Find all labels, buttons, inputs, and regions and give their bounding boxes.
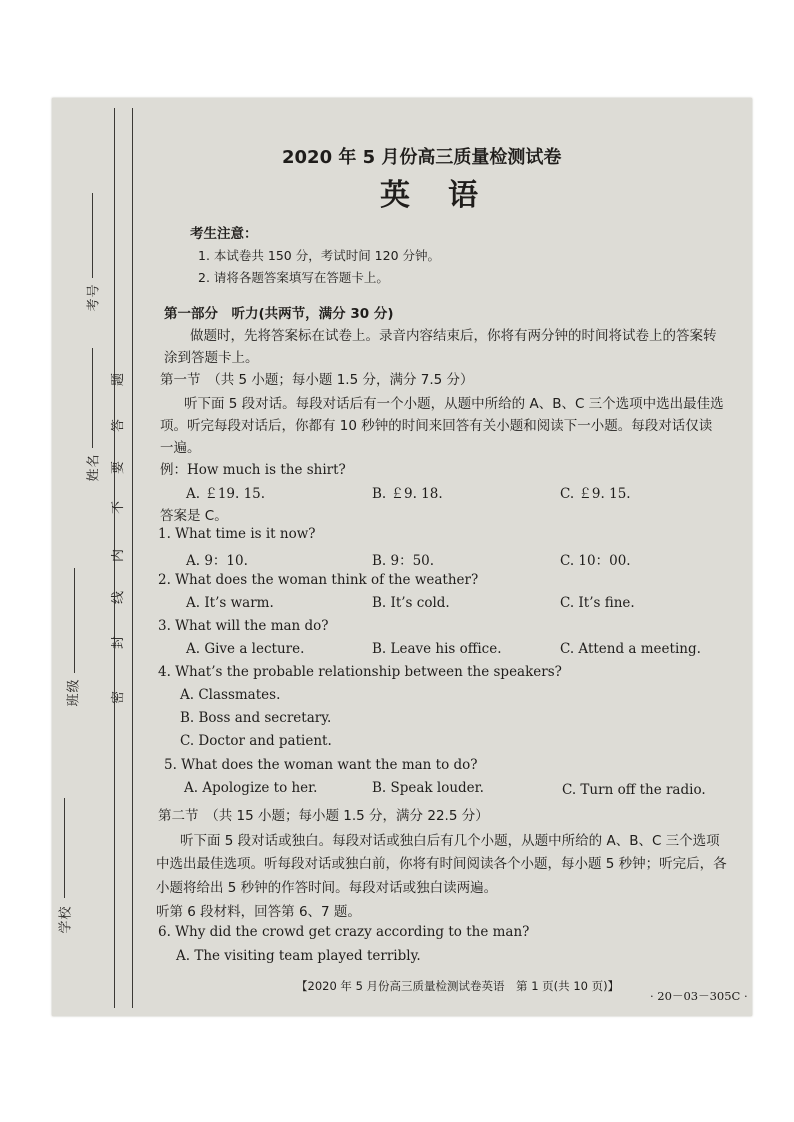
notice-heading: 考生注意： xyxy=(190,226,258,242)
notice-item: 1. 本试卷共 150 分，考试时间 120 分钟。 xyxy=(198,248,441,263)
question-5: 5. What does the woman want the man to do? xyxy=(164,757,478,773)
subject-title: 英语 xyxy=(380,178,516,213)
section1-instruction: 项。听完每段对话后，你都有 10 秒钟的时间来回答有关小题和阅读下一小题。每段对话仅读 xyxy=(160,418,713,434)
class-line xyxy=(74,568,75,673)
question-4: 4. What’s the probable relationship between the speakers? xyxy=(158,664,562,680)
q3-option-a: A. Give a lecture. xyxy=(186,641,305,657)
q2-option-b: B. It’s cold. xyxy=(372,595,450,611)
page-footer: 【2020 年 5 月份高三质量检测试卷英语 第 1 页(共 10 页)】 xyxy=(296,979,620,993)
material-note: 听第 6 段材料，回答第 6、7 题。 xyxy=(156,904,361,920)
q5-option-b: B. Speak louder. xyxy=(372,780,484,796)
q1-option-c: C. 10：00. xyxy=(560,553,631,569)
seal-char: 题 xyxy=(111,372,127,387)
q4-option-b: B. Boss and secretary. xyxy=(180,710,332,726)
q4-option-c: C. Doctor and patient. xyxy=(180,733,332,749)
school-label: 学校 xyxy=(58,905,74,934)
question-2: 2. What does the woman think of the weather? xyxy=(158,572,479,588)
q2-option-a: A. It’s warm. xyxy=(186,595,274,611)
q1-option-a: A. 9：10. xyxy=(186,553,248,569)
seal-char: 要 xyxy=(111,460,127,475)
seal-char: 内 xyxy=(111,548,127,563)
q3-option-c: C. Attend a meeting. xyxy=(560,641,701,657)
seal-char: 线 xyxy=(111,590,127,605)
example-option-a: A. ￡19. 15. xyxy=(186,486,266,502)
inner-binding-line xyxy=(132,108,133,1008)
example-option-c: C. ￡9. 15. xyxy=(560,486,631,502)
q5-option-a: A. Apologize to her. xyxy=(184,780,318,796)
paper-code: · 20－03－305C · xyxy=(650,989,748,1003)
name-line xyxy=(92,348,93,448)
q5-option-c: C. Turn off the radio. xyxy=(562,782,706,798)
question-3: 3. What will the man do? xyxy=(158,618,329,634)
example-question: 例：How much is the shirt? xyxy=(160,462,346,478)
example-answer: 答案是 C。 xyxy=(160,508,228,524)
seal-char: 答 xyxy=(111,418,127,433)
q3-option-b: B. Leave his office. xyxy=(372,641,502,657)
notice-item: 2. 请将各题答案填写在答题卡上。 xyxy=(198,270,389,285)
part1-intro: 涂到答题卡上。 xyxy=(164,350,259,366)
section2-heading: 第二节 （共 15 小题；每小题 1.5 分，满分 22.5 分） xyxy=(158,808,489,824)
part1-intro: 做题时，先将答案标在试卷上。录音内容结束后，你将有两分钟的时间将试卷上的答案转 xyxy=(190,328,717,344)
q6-option-a: A. The visiting team played terribly. xyxy=(176,948,421,964)
seal-char: 封 xyxy=(111,635,127,650)
name-label: 姓名 xyxy=(86,453,102,482)
exam-no-label: 考号 xyxy=(86,283,102,312)
example-option-b: B. ￡9. 18. xyxy=(372,486,443,502)
seal-char: 密 xyxy=(111,690,127,705)
q1-option-b: B. 9：50. xyxy=(372,553,435,569)
q4-option-a: A. Classmates. xyxy=(180,687,281,703)
class-label: 班级 xyxy=(66,678,82,707)
exam-no-line xyxy=(92,193,93,278)
section1-instruction: 听下面 5 段对话。每段对话后有一个小题，从题中所给的 A、B、C 三个选项中选出最佳选 xyxy=(184,396,724,412)
q2-option-c: C. It’s fine. xyxy=(560,595,635,611)
section2-instruction: 小题将给出 5 秒钟的作答时间。每段对话或独白读两遍。 xyxy=(156,880,498,896)
seal-char: 不 xyxy=(111,500,127,515)
section1-instruction: 一遍。 xyxy=(160,440,201,456)
question-6: 6. Why did the crowd get crazy according to the man? xyxy=(158,924,530,940)
school-line xyxy=(64,798,65,898)
section2-instruction: 听下面 5 段对话或独白。每段对话或独白后有几个小题，从题中所给的 A、B、C 三个选项 xyxy=(180,833,720,849)
section1-heading: 第一节 （共 5 小题；每小题 1.5 分，满分 7.5 分） xyxy=(160,372,474,388)
exam-title: 2020 年 5 月份高三质量检测试卷 xyxy=(282,147,562,168)
part1-heading: 第一部分 听力(共两节，满分 30 分) xyxy=(164,306,394,322)
section2-instruction: 中选出最佳选项。听每段对话或独白前，你将有时间阅读各个小题，每小题 5 秒钟；听完后，各 xyxy=(156,856,727,872)
question-1: 1. What time is it now? xyxy=(158,526,316,542)
binding-margin xyxy=(52,98,152,1016)
